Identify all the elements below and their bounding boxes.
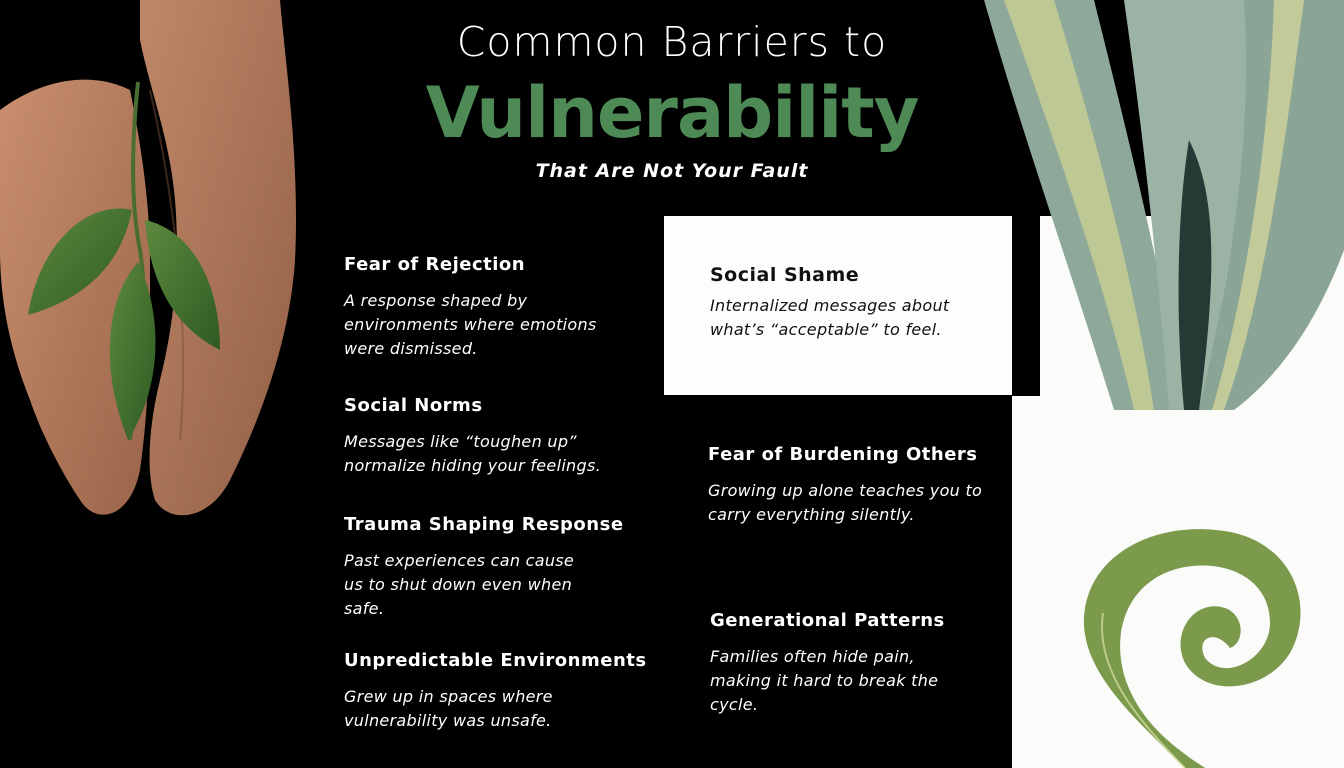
- curled-leaf-image: [1075, 518, 1315, 768]
- barrier-item: [344, 395, 644, 478]
- barrier-title: Social Norms: [344, 395, 483, 416]
- hands-with-sprout-image: [0, 0, 300, 530]
- barrier-description: Growing up alone teaches you to carry everything silently.: [708, 481, 983, 524]
- barrier-item: [710, 610, 1000, 717]
- title-main-word: Vulnerability: [425, 72, 919, 154]
- barrier-title: Trauma Shaping Response: [344, 514, 624, 535]
- barrier-title: Fear of Rejection: [344, 254, 526, 275]
- barrier-item: [344, 254, 644, 361]
- barrier-item: [344, 514, 644, 621]
- barrier-title: Generational Patterns: [710, 610, 945, 631]
- barrier-description: Messages like “toughen up” normalize hiding your feelings.: [344, 432, 601, 475]
- barrier-title: Unpredictable Environments: [344, 650, 647, 671]
- title-subtitle: That Are Not Your Fault: [535, 160, 809, 182]
- barrier-item: [708, 444, 1008, 527]
- barrier-description: Past experiences can cause us to shut down even when safe.: [344, 551, 575, 618]
- barrier-description: Grew up in spaces where vulnerability was unsafe.: [344, 687, 553, 730]
- barrier-item: [344, 650, 654, 733]
- barrier-description: Families often hide pain, making it hard to break the cycle.: [710, 647, 939, 714]
- barrier-item: [710, 264, 1000, 342]
- agave-plant-image: [984, 0, 1344, 410]
- barrier-description: Internalized messages about what’s “acceptable” to feel.: [710, 296, 950, 339]
- title-line-1: Common Barriers to: [456, 18, 888, 66]
- barrier-title: Social Shame: [710, 264, 860, 286]
- barrier-description: A response shaped by environments where emotions were dismissed.: [344, 291, 597, 358]
- barrier-title: Fear of Burdening Others: [708, 444, 978, 465]
